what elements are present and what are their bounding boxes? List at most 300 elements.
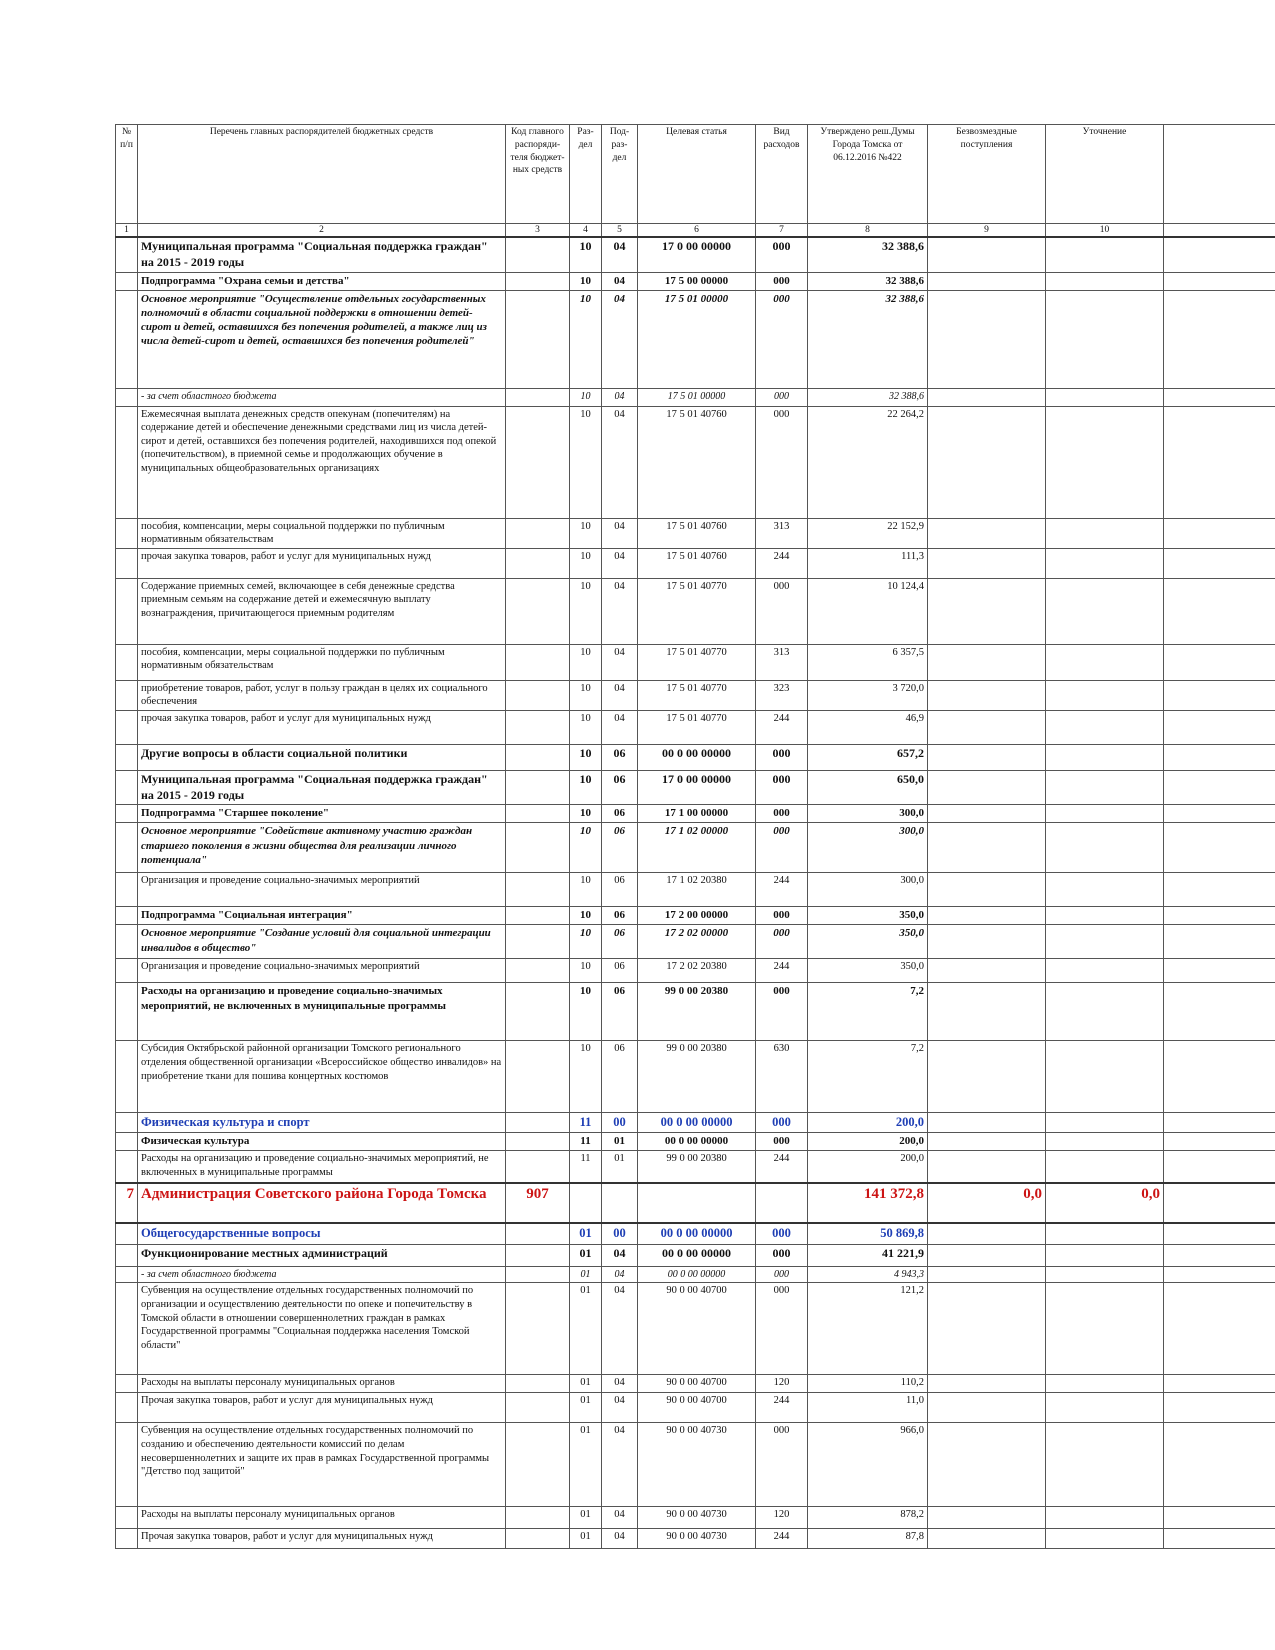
row-approved: 11,0 — [808, 1393, 928, 1423]
row-vid: 000 — [756, 823, 808, 873]
row-number — [116, 907, 138, 925]
row-razdel: 10 — [570, 959, 602, 983]
row-name: Субсидия Октябрьской районной организации Томского регионального отделения общественной организации «Всероссийское общество инвалидов» на приобретение ткани для пошива концертных костюмов — [138, 1041, 506, 1113]
row-utoch — [1046, 1223, 1164, 1245]
row-extra — [1164, 237, 1275, 272]
row-name: Прочая закупка товаров, работ и услуг для муниципальных нужд — [138, 1393, 506, 1423]
colnum-3: 3 — [506, 224, 570, 238]
row-extra — [1164, 1283, 1275, 1375]
row-vid: 000 — [756, 578, 808, 644]
row-extra — [1164, 925, 1275, 959]
row-razdel: 10 — [570, 983, 602, 1041]
row-name: Физическая культура — [138, 1133, 506, 1151]
row-name: Функционирование местных администраций — [138, 1245, 506, 1267]
row-razdel: 10 — [570, 290, 602, 388]
row-code — [506, 237, 570, 272]
row-bezv — [928, 1529, 1046, 1549]
row-name: Расходы на организацию и проведение социально-значимых мероприятий, не включенных в муниципальные программы — [138, 1151, 506, 1183]
row-podrazdel: 06 — [602, 907, 638, 925]
row-number — [116, 1113, 138, 1133]
row-number — [116, 406, 138, 518]
row-podrazdel: 04 — [602, 518, 638, 548]
row-article: 17 5 01 40770 — [638, 644, 756, 680]
row-number: 7 — [116, 1183, 138, 1223]
row-utoch — [1046, 1133, 1164, 1151]
header-podrazdel: Под-раз-дел — [602, 125, 638, 224]
row-extra — [1164, 1151, 1275, 1183]
row-utoch — [1046, 388, 1164, 406]
header-article: Целевая статья — [638, 125, 756, 224]
row-article: 17 2 02 20380 — [638, 959, 756, 983]
row-utoch — [1046, 959, 1164, 983]
row-extra — [1164, 290, 1275, 388]
row-article: 17 2 02 00000 — [638, 925, 756, 959]
row-bezv — [928, 1151, 1046, 1183]
row-article: 90 0 00 40700 — [638, 1375, 756, 1393]
row-bezv — [928, 959, 1046, 983]
table-row — [116, 907, 1275, 925]
row-bezv — [928, 873, 1046, 907]
row-code — [506, 1393, 570, 1423]
row-approved: 300,0 — [808, 873, 928, 907]
row-article: 90 0 00 40730 — [638, 1529, 756, 1549]
row-extra — [1164, 959, 1275, 983]
table-row — [116, 388, 1275, 406]
row-code — [506, 290, 570, 388]
row-bezv — [928, 1283, 1046, 1375]
budget-page — [115, 124, 1275, 1549]
row-article: 99 0 00 20380 — [638, 1041, 756, 1113]
row-approved: 50 869,8 — [808, 1223, 928, 1245]
row-razdel: 10 — [570, 518, 602, 548]
row-razdel: 01 — [570, 1283, 602, 1375]
row-vid: 313 — [756, 518, 808, 548]
row-utoch — [1046, 518, 1164, 548]
row-article: 17 1 00 00000 — [638, 805, 756, 823]
row-extra — [1164, 388, 1275, 406]
row-vid: 313 — [756, 644, 808, 680]
colnum-4: 4 — [570, 224, 602, 238]
row-vid: 000 — [756, 237, 808, 272]
row-razdel: 10 — [570, 711, 602, 745]
row-number — [116, 771, 138, 805]
row-utoch — [1046, 1283, 1164, 1375]
row-article: 17 5 01 40770 — [638, 578, 756, 644]
row-bezv — [928, 1223, 1046, 1245]
row-number — [116, 1529, 138, 1549]
row-approved: 7,2 — [808, 983, 928, 1041]
row-vid: 000 — [756, 745, 808, 771]
row-name: Администрация Советского района Города Томска — [138, 1183, 506, 1223]
row-code: 907 — [506, 1183, 570, 1223]
row-approved: 4 943,3 — [808, 1267, 928, 1283]
row-article: 00 0 00 00000 — [638, 1113, 756, 1133]
table-row — [116, 959, 1275, 983]
row-name: Основное мероприятие "Содействие активному участию граждан старшего поколения в жизни общества для реализации личного потенциала" — [138, 823, 506, 873]
row-utoch — [1046, 983, 1164, 1041]
row-number — [116, 548, 138, 578]
row-razdel: 01 — [570, 1245, 602, 1267]
row-approved: 300,0 — [808, 823, 928, 873]
row-podrazdel: 06 — [602, 745, 638, 771]
row-name: Расходы на выплаты персоналу муниципальных органов — [138, 1507, 506, 1529]
row-approved: 650,0 — [808, 771, 928, 805]
row-number — [116, 711, 138, 745]
row-extra — [1164, 1507, 1275, 1529]
row-code — [506, 771, 570, 805]
row-razdel: 10 — [570, 680, 602, 710]
colnum-9: 9 — [928, 224, 1046, 238]
row-code — [506, 1041, 570, 1113]
row-approved: 200,0 — [808, 1113, 928, 1133]
row-podrazdel: 04 — [602, 1393, 638, 1423]
table-row — [116, 237, 1275, 272]
row-utoch — [1046, 406, 1164, 518]
row-utoch — [1046, 237, 1164, 272]
row-article: 90 0 00 40730 — [638, 1423, 756, 1507]
row-vid: 000 — [756, 406, 808, 518]
row-approved: 22 264,2 — [808, 406, 928, 518]
row-code — [506, 272, 570, 290]
row-vid: 000 — [756, 1113, 808, 1133]
row-bezv — [928, 1507, 1046, 1529]
row-razdel: 10 — [570, 388, 602, 406]
row-article: 17 1 02 20380 — [638, 873, 756, 907]
row-vid: 244 — [756, 1151, 808, 1183]
row-article: 17 0 00 00000 — [638, 237, 756, 272]
row-number — [116, 959, 138, 983]
header-name: Перечень главных распорядителей бюджетных средств — [138, 125, 506, 224]
table-row — [116, 1393, 1275, 1423]
row-article: 00 0 00 00000 — [638, 1133, 756, 1151]
row-razdel: 10 — [570, 771, 602, 805]
table-row — [116, 711, 1275, 745]
row-vid: 000 — [756, 1423, 808, 1507]
row-podrazdel: 06 — [602, 959, 638, 983]
row-number — [116, 925, 138, 959]
row-extra — [1164, 745, 1275, 771]
row-bezv — [928, 983, 1046, 1041]
row-podrazdel: 06 — [602, 1041, 638, 1113]
table-row — [116, 680, 1275, 710]
row-vid: 244 — [756, 711, 808, 745]
row-podrazdel: 04 — [602, 1267, 638, 1283]
row-bezv — [928, 1375, 1046, 1393]
row-code — [506, 1375, 570, 1393]
table-row — [116, 518, 1275, 548]
row-vid: 000 — [756, 771, 808, 805]
table-row — [116, 290, 1275, 388]
row-podrazdel: 04 — [602, 1245, 638, 1267]
row-article: 17 5 01 40760 — [638, 548, 756, 578]
row-name: прочая закупка товаров, работ и услуг для муниципальных нужд — [138, 548, 506, 578]
row-number — [116, 1245, 138, 1267]
table-row — [116, 1283, 1275, 1375]
row-vid: 000 — [756, 925, 808, 959]
row-number — [116, 1223, 138, 1245]
row-name: Ежемесячная выплата денежных средств опекунам (попечителям) на содержание детей и обеспечение денежными средствами лиц из числа детей-сирот и детей, оставшихся без попечения родителей, находившихся под опекой (попечительством), в приемной семье и продолжающих обучение в муниципальных общеобразовательных организациях — [138, 406, 506, 518]
row-bezv — [928, 1423, 1046, 1507]
table-row — [116, 1133, 1275, 1151]
row-razdel: 10 — [570, 644, 602, 680]
row-number — [116, 1267, 138, 1283]
row-podrazdel: 06 — [602, 771, 638, 805]
header-razdel: Раз-дел — [570, 125, 602, 224]
row-razdel: 10 — [570, 805, 602, 823]
row-bezv — [928, 578, 1046, 644]
row-vid: 630 — [756, 1041, 808, 1113]
row-razdel: 10 — [570, 745, 602, 771]
row-extra — [1164, 771, 1275, 805]
row-podrazdel: 06 — [602, 925, 638, 959]
row-code — [506, 805, 570, 823]
row-number — [116, 237, 138, 272]
row-podrazdel: 01 — [602, 1133, 638, 1151]
row-podrazdel: 04 — [602, 680, 638, 710]
row-razdel: 01 — [570, 1507, 602, 1529]
row-podrazdel: 04 — [602, 1283, 638, 1375]
row-utoch — [1046, 644, 1164, 680]
row-article: 17 5 01 40770 — [638, 711, 756, 745]
row-code — [506, 873, 570, 907]
header-vid: Вид расходов — [756, 125, 808, 224]
budget-table — [115, 124, 1275, 1549]
table-row — [116, 1507, 1275, 1529]
row-razdel: 10 — [570, 272, 602, 290]
table-row — [116, 771, 1275, 805]
row-razdel — [570, 1183, 602, 1223]
row-utoch — [1046, 925, 1164, 959]
row-approved: 110,2 — [808, 1375, 928, 1393]
row-utoch — [1046, 711, 1164, 745]
row-podrazdel: 00 — [602, 1223, 638, 1245]
table-row — [116, 644, 1275, 680]
row-razdel: 11 — [570, 1113, 602, 1133]
row-extra — [1164, 518, 1275, 548]
row-code — [506, 1245, 570, 1267]
header-approved: Утверждено реш.Думы Города Томска от 06.12.2016 №422 — [808, 125, 928, 224]
row-vid: 000 — [756, 290, 808, 388]
row-utoch — [1046, 1393, 1164, 1423]
row-podrazdel: 00 — [602, 1113, 638, 1133]
row-utoch — [1046, 745, 1164, 771]
row-article: 99 0 00 20380 — [638, 1151, 756, 1183]
table-row — [116, 1041, 1275, 1113]
row-article: 17 5 00 00000 — [638, 272, 756, 290]
row-approved: 87,8 — [808, 1529, 928, 1549]
row-extra — [1164, 1393, 1275, 1423]
row-approved: 350,0 — [808, 925, 928, 959]
row-bezv — [928, 1393, 1046, 1423]
row-utoch: 0,0 — [1046, 1183, 1164, 1223]
row-vid: 000 — [756, 1267, 808, 1283]
row-bezv — [928, 1267, 1046, 1283]
row-code — [506, 1283, 570, 1375]
row-number — [116, 983, 138, 1041]
row-utoch — [1046, 873, 1164, 907]
row-podrazdel: 04 — [602, 1507, 638, 1529]
row-name: пособия, компенсации, меры социальной поддержки по публичным нормативным обязательствам — [138, 644, 506, 680]
row-vid: 000 — [756, 907, 808, 925]
row-number — [116, 680, 138, 710]
row-approved: 121,2 — [808, 1283, 928, 1375]
table-row — [116, 1245, 1275, 1267]
row-razdel: 01 — [570, 1423, 602, 1507]
table-row — [116, 1267, 1275, 1283]
colnum-8: 8 — [808, 224, 928, 238]
row-approved: 32 388,6 — [808, 237, 928, 272]
row-vid: 244 — [756, 548, 808, 578]
row-vid: 000 — [756, 1245, 808, 1267]
row-vid: 000 — [756, 1133, 808, 1151]
row-name: пособия, компенсации, меры социальной поддержки по публичным нормативным обязательствам — [138, 518, 506, 548]
row-vid: 000 — [756, 1283, 808, 1375]
row-razdel: 10 — [570, 873, 602, 907]
row-vid: 323 — [756, 680, 808, 710]
table-row — [116, 925, 1275, 959]
row-name: Общегосударственные вопросы — [138, 1223, 506, 1245]
row-bezv — [928, 823, 1046, 873]
row-bezv — [928, 711, 1046, 745]
row-number — [116, 1133, 138, 1151]
row-podrazdel: 04 — [602, 388, 638, 406]
row-number — [116, 1041, 138, 1113]
row-bezv — [928, 388, 1046, 406]
row-utoch — [1046, 680, 1164, 710]
row-vid: 244 — [756, 1529, 808, 1549]
header-code: Код главного распоряди-теля бюджет-ных средств — [506, 125, 570, 224]
row-number — [116, 388, 138, 406]
row-code — [506, 745, 570, 771]
row-vid: 244 — [756, 1393, 808, 1423]
row-code — [506, 1133, 570, 1151]
row-podrazdel: 04 — [602, 548, 638, 578]
row-article: 17 5 01 00000 — [638, 290, 756, 388]
row-utoch — [1046, 548, 1164, 578]
row-bezv — [928, 680, 1046, 710]
row-approved: 350,0 — [808, 907, 928, 925]
row-bezv — [928, 518, 1046, 548]
row-article: 17 5 01 40770 — [638, 680, 756, 710]
row-code — [506, 983, 570, 1041]
row-podrazdel: 04 — [602, 272, 638, 290]
row-article: 90 0 00 40700 — [638, 1393, 756, 1423]
row-extra — [1164, 680, 1275, 710]
row-approved: 350,0 — [808, 959, 928, 983]
row-razdel: 01 — [570, 1529, 602, 1549]
row-razdel: 01 — [570, 1223, 602, 1245]
row-code — [506, 406, 570, 518]
row-bezv — [928, 805, 1046, 823]
row-approved: 3 720,0 — [808, 680, 928, 710]
row-podrazdel: 06 — [602, 823, 638, 873]
header-extra — [1164, 125, 1275, 224]
row-article: 17 5 01 40760 — [638, 406, 756, 518]
row-approved: 111,3 — [808, 548, 928, 578]
row-number — [116, 745, 138, 771]
row-podrazdel: 06 — [602, 873, 638, 907]
row-name: Основное мероприятие "Создание условий для социальной интеграции инвалидов в общество" — [138, 925, 506, 959]
row-code — [506, 925, 570, 959]
row-number — [116, 1375, 138, 1393]
row-vid: 120 — [756, 1507, 808, 1529]
row-extra — [1164, 1423, 1275, 1507]
row-extra — [1164, 1183, 1275, 1223]
row-number — [116, 805, 138, 823]
row-approved: 878,2 — [808, 1507, 928, 1529]
row-extra — [1164, 805, 1275, 823]
row-number — [116, 873, 138, 907]
row-code — [506, 1151, 570, 1183]
row-number — [116, 1393, 138, 1423]
row-name: прочая закупка товаров, работ и услуг для муниципальных нужд — [138, 711, 506, 745]
row-vid: 244 — [756, 873, 808, 907]
row-article: 17 5 01 40760 — [638, 518, 756, 548]
colnum-11 — [1164, 224, 1275, 238]
row-vid: 000 — [756, 805, 808, 823]
row-name: - за счет областного бюджета — [138, 1267, 506, 1283]
row-utoch — [1046, 272, 1164, 290]
table-row — [116, 1151, 1275, 1183]
row-code — [506, 1223, 570, 1245]
row-podrazdel: 04 — [602, 578, 638, 644]
row-razdel: 10 — [570, 907, 602, 925]
row-bezv — [928, 907, 1046, 925]
row-code — [506, 907, 570, 925]
row-vid: 244 — [756, 959, 808, 983]
row-approved: 657,2 — [808, 745, 928, 771]
table-row — [116, 1183, 1275, 1223]
row-podrazdel: 06 — [602, 805, 638, 823]
row-name: Организация и проведение социально-значимых мероприятий — [138, 873, 506, 907]
row-name: Муниципальная программа "Социальная поддержка граждан" на 2015 - 2019 годы — [138, 771, 506, 805]
row-approved: 7,2 — [808, 1041, 928, 1113]
row-utoch — [1046, 290, 1164, 388]
row-name: Основное мероприятие "Осуществление отдельных государственных полномочий в области социальной поддержки в отношении детей-сирот и детей, оставшихся без попечения родителей, а также лиц из числа детей-сирот и детей, оставшихся без попечения родителей" — [138, 290, 506, 388]
row-podrazdel: 04 — [602, 406, 638, 518]
header-bezv: Безвозмездные поступления — [928, 125, 1046, 224]
row-approved: 141 372,8 — [808, 1183, 928, 1223]
row-number — [116, 644, 138, 680]
row-bezv — [928, 925, 1046, 959]
row-code — [506, 1267, 570, 1283]
row-article: 00 0 00 00000 — [638, 745, 756, 771]
row-approved: 6 357,5 — [808, 644, 928, 680]
row-article: 99 0 00 20380 — [638, 983, 756, 1041]
row-number — [116, 578, 138, 644]
row-podrazdel: 04 — [602, 290, 638, 388]
row-extra — [1164, 1375, 1275, 1393]
row-code — [506, 548, 570, 578]
table-row — [116, 1375, 1275, 1393]
row-razdel: 01 — [570, 1393, 602, 1423]
row-extra — [1164, 406, 1275, 518]
row-bezv — [928, 1245, 1046, 1267]
colnum-1: 1 — [116, 224, 138, 238]
row-utoch — [1046, 1245, 1164, 1267]
row-number — [116, 1423, 138, 1507]
row-name: Муниципальная программа "Социальная поддержка граждан" на 2015 - 2019 годы — [138, 237, 506, 272]
row-bezv — [928, 644, 1046, 680]
row-approved: 200,0 — [808, 1133, 928, 1151]
row-article: 00 0 00 00000 — [638, 1245, 756, 1267]
colnum-7: 7 — [756, 224, 808, 238]
row-number — [116, 823, 138, 873]
row-bezv — [928, 406, 1046, 518]
colnum-6: 6 — [638, 224, 756, 238]
row-podrazdel: 04 — [602, 644, 638, 680]
row-approved: 32 388,6 — [808, 388, 928, 406]
